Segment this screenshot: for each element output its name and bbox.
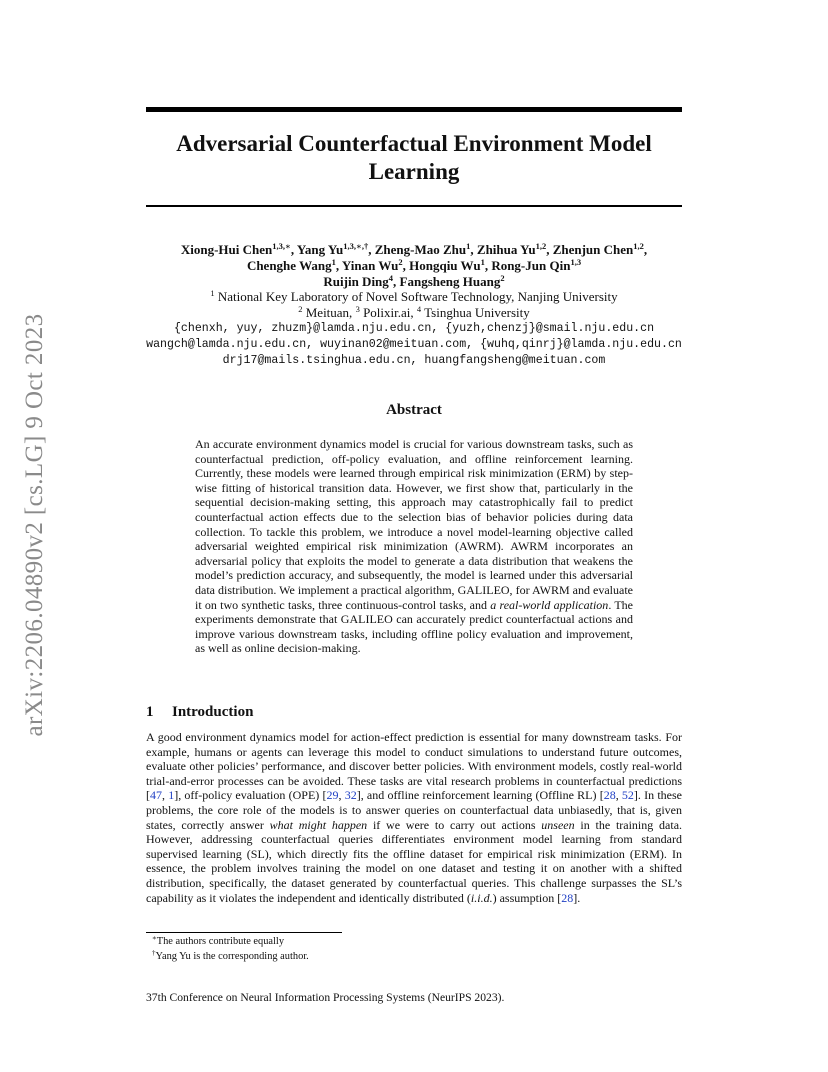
footnote-rule: [146, 932, 342, 933]
author-name: Zhenjun Chen: [552, 242, 634, 257]
section-heading: [146, 704, 253, 721]
author-name: Zheng-Mao Zhu: [374, 242, 467, 257]
citation-link[interactable]: 47: [150, 788, 162, 803]
author-name: Hongqiu Wu: [409, 257, 481, 273]
section-number: 1: [146, 704, 154, 720]
title-line-2: Learning: [368, 159, 460, 184]
author-affiliation: 1: [480, 256, 485, 267]
author-affiliation: 1,3: [570, 256, 582, 267]
citation-link[interactable]: 1: [168, 788, 175, 803]
introduction-paragraph: A good environment dynamics model for action-effect prediction is essential for many downstream tasks. For example, humans or agents can leverage this model to conduct simulations to understand future outcomes, evaluate other policies’ performance, and discover better policies. With environment models, costly real-world trial-and-error processes can be avoided. These tasks are vital research problems in counterfactual predictions [47, 1], off-policy evaluation (OPE) [29, 32], and offline reinforcement learning (Offline RL) [28, 52]. In these problems, the core role of the models is to answer queries on counterfactual data unbiasedly, that is, given states, correctly answer what might happen if we were to carry out actions unseen in the training data. However, addressing counterfactual queries differentiates environment model learning from standard supervised learning (SL), which directly fits the offline dataset for empirical risk minimization (ERM). In essence, the problem involves training the model on one dataset and testing it on another with a shifted distribution, specifically, the dataset generated by counterfactual queries. This challenge surpasses the SL’s capability as it violates the independent and identically distributed (i.i.d.) assumption [28].: [146, 730, 683, 905]
title-rule-bottom: [146, 205, 682, 207]
author-name: Yinan Wu: [341, 257, 399, 273]
author-affiliation: 1,2: [535, 241, 547, 251]
author-affiliation: 2: [398, 256, 403, 267]
author-line-3: Ruijin Ding$^4$, Fangsheng Huang$^2$: [323, 272, 505, 289]
affiliation-line-2: $^2$ Meituan, $^3$ Polixir.ai, $^4$ Tsinghua University: [298, 304, 530, 321]
conference-note: 37th Conference on Neural Information Processing Systems (NeurIPS 2023).: [146, 991, 505, 1004]
citation-link[interactable]: 52: [621, 788, 634, 803]
author-name: Yang Yu: [296, 242, 344, 257]
author-affiliation: 1,3,∗: [272, 241, 291, 251]
author-line-2: Chenghe Wang$^1$, Yinan Wu$^2$, Hongqiu Wu$^1$, Rong-Jun Qin$^{1,3}$: [246, 256, 582, 273]
author-name: Rong-Jun Qin: [491, 257, 571, 273]
citation-link[interactable]: 29: [326, 788, 339, 803]
abstract-heading: Abstract: [386, 402, 442, 418]
author-affiliation: 1: [331, 256, 336, 267]
author-affiliation: 2: [500, 272, 505, 283]
section-title: Introduction: [172, 704, 254, 720]
author-name: Ruijin Ding: [323, 273, 389, 289]
abstract-body: An accurate environment dynamics model is crucial for various downstream tasks, such as counterfactual prediction, off-policy evaluation, and offline reinforcement learning. Currently, these models were learned through empirical risk minimization (ERM) by step-wise fitting of historical transition data. However, we first show that, particularly in the sequential decision-making setting, this approach may catastrophically fail to predict counterfactual action effects due to the selection bias of behavior policies during data collection. To tackle this problem, we introduce a novel model-learning objective called adversarial weighted empirical risk minimization (AWRM). AWRM incorporates an adversarial policy that exploits the model to generate a data distribution that weakens the model’s prediction accuracy, and subsequently, the model is learned under this adversarial data distribution. We implement a practical algorithm, GALILEO, for AWRM and evaluate it on two synthetic tasks, three continuous-control tasks, and a real-world application. The experiments demonstrate that GALILEO can accurately predict counterfactual actions and improve various downstream tasks, including offline policy evaluation and improvement, as well as online decision-making.: [195, 437, 634, 656]
citation-link[interactable]: 32: [344, 788, 357, 803]
title-line-1: Adversarial Counterfactual Environment Model: [176, 131, 652, 156]
author-name: Fangsheng Huang: [399, 273, 501, 289]
affiliation-line-1: $^1$ National Key Laboratory of Novel Software Technology, Nanjing University: [210, 288, 618, 305]
author-name: Xiong-Hui Chen: [180, 242, 273, 257]
author-affiliation: 1: [466, 241, 471, 251]
email-line-1: {chenxh, yuy, zhuzm}@lamda.nju.edu.cn, {yuzh,chenzj}@smail.nju.edu.cn: [173, 321, 655, 335]
author-affiliation: 1,2: [633, 241, 644, 251]
paper-title: [146, 130, 682, 186]
author-affiliation: 1,3,∗,†: [343, 241, 369, 251]
author-line-1: Xiong-Hui Chen$^{1,3,∗}$, Yang $Yu^{1,3,∗,\dagger}$, Zheng-Mao Zhu$^1$, Zhihua Yu$^{1,2}$, Zhenjun Chen$^{1,2}$,: [180, 241, 648, 257]
title-rule-top: [146, 107, 682, 112]
arxiv-identifier: arXiv:2206.04890v2 [cs.LG] 9 Oct 2023: [21, 313, 48, 737]
author-block: [110, 242, 718, 368]
author-affiliation: 4: [388, 272, 394, 283]
author-name: Zhihua Yu: [476, 242, 536, 257]
footnotes: [152, 935, 309, 965]
footnote-equal-contribution: ∗The authors contribute equally: [152, 934, 285, 947]
footnote-corresponding-author: †Yang Yu is the corresponding author.: [152, 948, 309, 962]
citation-link[interactable]: 28: [603, 788, 616, 803]
citation-link[interactable]: 28: [561, 890, 574, 905]
email-line-3: drj17@mails.tsinghua.edu.cn, huangfangsheng@meituan.com: [222, 353, 606, 367]
author-name: Chenghe Wang: [246, 257, 332, 273]
email-line-2: wangch@lamda.nju.edu.cn, wuyinan02@meituan.com, {wuhq,qinrj}@lamda.nju.edu.cn: [146, 337, 682, 351]
